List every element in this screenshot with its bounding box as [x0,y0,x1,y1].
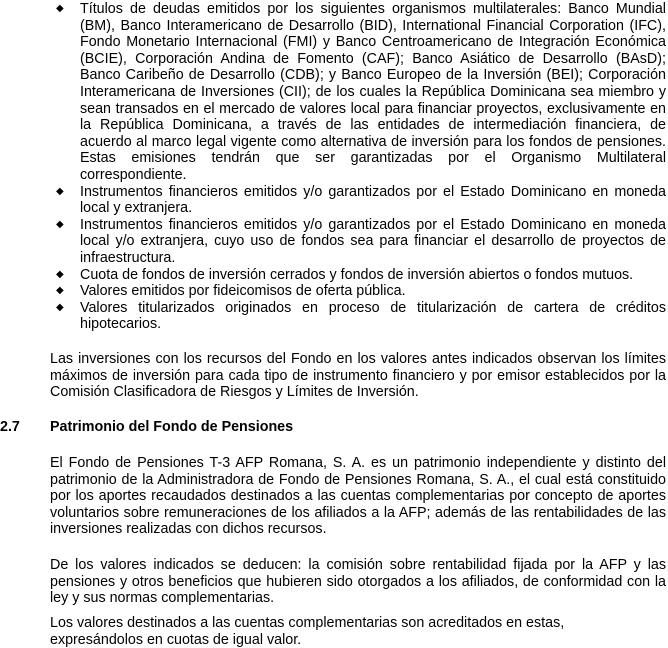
list-item-text: Valores emitidos por fideicomisos de oferta pública. [80,283,406,300]
section-title: Patrimonio del Fondo de Pensiones [50,419,294,435]
list-item-text: Títulos de deudas emitidos por los siguientes organismos multilaterales: Banco Mundial (BM), Banco Interamericano de Desarrollo (BID), International Financial Corporation (IFC), Fondo Monetario Internacional (FMI) y Banco Centroamericano de Integración Económica (BCIE), Corporación Andina de Fomento (CAF); Banco Asiático de Desarrollo (BAsD); Banco Caribeño de Desarrollo (CDB); y Banco Europeo de la Inversión (BEI); Corporación Interamericana de Inversiones (CII); de los cuales la República Dominicana sea miembro y sean transados en el mercado de valores local para financiar proyectos, exclusivamente en la República Dominicana, a través de las entidades de intermediación financiera, de acuerdo al marco legal vigente como alternativa de inversión para los fondos de pensiones. Estas emisiones tendrán que ser garantizadas por el Organismo Multilateral correspondiente. [80,1,666,183]
list-item [56,283,666,300]
list-item-text: Valores titularizados originados en proceso de titularización de cartera de créditos hipotecarios. [80,299,666,333]
complementary-accounts-paragraph: Los valores destinados a las cuentas complementarias son acreditados en estas, expresándolos en cuotas de igual valor. [50,615,565,648]
list-item-text: Instrumentos financieros emitidos y/o garantizados por el Estado Dominicano en moneda local y/o extranjera, cuyo uso de fondos sea para financiar el desarrollo de proyectos de infraestructura. [80,216,666,266]
diamond-bullet-icon: ◆ [56,185,64,197]
diamond-bullet-icon: ◆ [56,285,64,297]
diamond-bullet-icon: ◆ [56,218,64,230]
diamond-bullet-icon: ◆ [56,301,64,313]
list-item [56,184,666,217]
list-item-text: Cuota de fondos de inversión cerrados y fondos de inversión abiertos o fondos mutuos. [80,266,634,283]
deductions-paragraph: De los valores indicados se deducen: la comisión sobre rentabilidad fijada por la AFP y las pensiones y otros beneficios que hubieren sido otorgados a los afiliados, de conformidad con la ley y sus normas complementarias. [50,557,666,607]
fund-description-paragraph: El Fondo de Pensiones T-3 AFP Romana, S. A. es un patrimonio independiente y distinto del patrimonio de la Administradora de Fondo de Pensiones Romana, S. A., el cual está constituido por los aportes recaudados destinados a las cuentas complementarias por concepto de aportes voluntarios sobre remuneraciones de los afiliados a la AFP; además de las rentabilidades de las inversiones realizadas con dichos recursos. [50,455,666,538]
diamond-bullet-icon: ◆ [56,268,64,280]
diamond-bullet-icon: ◆ [56,3,64,14]
list-item [56,300,666,333]
list-item [56,267,666,284]
list-item-text: Instrumentos financieros emitidos y/o garantizados por el Estado Dominicano en moneda local y extranjera. [80,183,666,217]
list-item [56,1,666,184]
investment-limits-paragraph: Las inversiones con los recursos del Fondo en los valores antes indicados observan los límites máximos de inversión para cada tipo de instrumento financiero y por emisor establecidos por la Comisión Clasificadora de Riesgos y Límites de Inversión. [50,351,666,401]
list-item [56,217,666,267]
section-number: 2.7 [0,419,20,435]
investment-instruments-list [56,1,666,333]
